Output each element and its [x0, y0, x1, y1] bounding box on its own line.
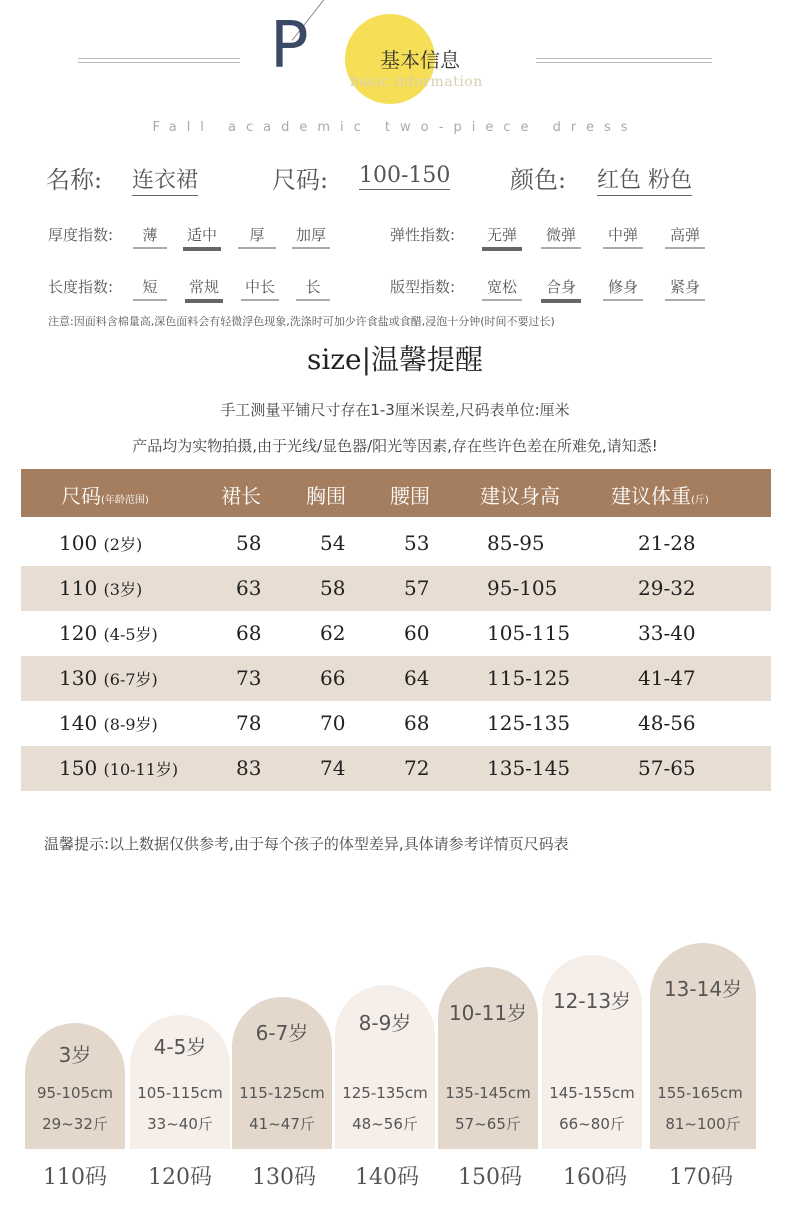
length-option-mid: 中长 — [241, 276, 279, 301]
name-value: 连衣裙 — [132, 163, 198, 196]
td-length: 68 — [236, 621, 262, 645]
table-header — [21, 469, 771, 517]
td-weight: 21-28 — [638, 531, 696, 555]
size-code: 130码 — [252, 1165, 316, 1190]
fit-option-fit: 合身 — [541, 276, 581, 303]
td-weight: 33-40 — [638, 621, 696, 645]
size-arch — [130, 1015, 230, 1149]
fit-option-slim: 修身 — [603, 276, 643, 301]
td-height: 115-125 — [487, 666, 571, 690]
arch-weight: 81~100斤 — [665, 1115, 741, 1133]
td-size: 100 (2岁) — [59, 531, 143, 555]
td-size: 150 (10-11岁) — [59, 756, 179, 780]
td-weight: 29-32 — [638, 576, 696, 600]
size-label: 尺码: — [272, 166, 329, 194]
size-code: 110码 — [43, 1165, 107, 1190]
td-height: 105-115 — [487, 621, 571, 645]
arch-height: 95-105cm — [37, 1084, 113, 1102]
thickness-option-thick: 厚 — [238, 224, 276, 249]
elasticity-label: 弹性指数: — [390, 226, 456, 244]
td-chest: 62 — [320, 621, 346, 645]
td-size: 140 (8-9岁) — [59, 711, 158, 735]
td-weight: 48-56 — [638, 711, 696, 735]
arch-age: 3岁 — [58, 1043, 92, 1067]
td-chest: 58 — [320, 576, 346, 600]
td-chest: 66 — [320, 666, 346, 690]
th-weight: 建议体重(斤) — [611, 484, 709, 508]
table-row — [21, 746, 771, 791]
th-waist: 腰围 — [390, 484, 430, 508]
photo-note: 产品均为实物拍摄,由于光线/显色器/阳光等因素,存在些许色差在所难免,请知悉! — [132, 437, 658, 455]
td-length: 78 — [236, 711, 262, 735]
length-label: 长度指数: — [48, 278, 114, 296]
arch-weight: 48~56斤 — [352, 1115, 418, 1133]
tip-text: 温馨提示:以上数据仅供参考,由于每个孩子的体型差异,具体请参考详情页尺码表 — [44, 835, 569, 853]
size-code: 120码 — [148, 1165, 212, 1190]
td-waist: 64 — [404, 666, 430, 690]
arch-height: 115-125cm — [239, 1084, 325, 1102]
arch-weight: 57~65斤 — [455, 1115, 521, 1133]
td-waist: 68 — [404, 711, 430, 735]
td-length: 58 — [236, 531, 262, 555]
arch-age: 10-11岁 — [448, 1001, 528, 1025]
td-height: 135-145 — [487, 756, 571, 780]
th-chest: 胸围 — [306, 484, 346, 508]
color-value: 红色 粉色 — [597, 163, 692, 196]
arch-age: 6-7岁 — [255, 1021, 309, 1045]
size-code: 140码 — [355, 1165, 419, 1190]
header-title: 基本信息 — [380, 48, 460, 72]
table-row — [21, 611, 771, 656]
td-length: 83 — [236, 756, 262, 780]
table-row — [21, 566, 771, 611]
td-chest: 70 — [320, 711, 346, 735]
td-waist: 57 — [404, 576, 430, 600]
arch-age: 12-13岁 — [552, 989, 632, 1013]
td-length: 63 — [236, 576, 262, 600]
arch-age: 4-5岁 — [153, 1035, 207, 1059]
arch-height: 155-165cm — [657, 1084, 743, 1102]
th-length: 裙长 — [221, 484, 261, 508]
size-code: 160码 — [563, 1165, 627, 1190]
size-arch — [542, 955, 642, 1149]
size-arch — [650, 943, 756, 1149]
td-height: 85-95 — [487, 531, 545, 555]
size-arch — [25, 1023, 125, 1149]
elasticity-option-high: 高弹 — [665, 224, 705, 249]
td-waist: 60 — [404, 621, 430, 645]
td-height: 125-135 — [487, 711, 571, 735]
thickness-label: 厚度指数: — [48, 226, 114, 244]
arch-weight: 29~32斤 — [42, 1115, 108, 1133]
fit-label: 版型指数: — [390, 278, 456, 296]
arch-height: 135-145cm — [445, 1084, 531, 1102]
elasticity-option-slight: 微弹 — [541, 224, 581, 249]
size-arch — [438, 967, 538, 1149]
td-size: 120 (4-5岁) — [59, 621, 158, 645]
thickness-option-medium: 适中 — [183, 224, 221, 251]
color-label: 颜色: — [510, 166, 567, 194]
header-letter: P — [270, 9, 309, 83]
table-row — [21, 701, 771, 746]
arch-weight: 41~47斤 — [249, 1115, 315, 1133]
subtitle: Fall academic two-piece dress — [152, 120, 638, 135]
header-line-right — [536, 58, 712, 63]
td-weight: 57-65 — [638, 756, 696, 780]
elasticity-option-none: 无弹 — [482, 224, 522, 251]
td-size: 130 (6-7岁) — [59, 666, 158, 690]
fit-option-loose: 宽松 — [482, 276, 522, 301]
arch-age: 8-9岁 — [358, 1011, 412, 1035]
table-row — [21, 656, 771, 701]
size-arch — [335, 985, 435, 1149]
length-option-long: 长 — [296, 276, 330, 301]
td-size: 110 (3岁) — [59, 576, 143, 600]
length-option-regular: 常规 — [185, 276, 223, 303]
size-code: 170码 — [669, 1165, 733, 1190]
arch-weight: 33~40斤 — [147, 1115, 213, 1133]
thickness-option-thin: 薄 — [133, 224, 167, 249]
td-waist: 72 — [404, 756, 430, 780]
arch-height: 105-115cm — [137, 1084, 223, 1102]
size-arch — [232, 997, 332, 1149]
thickness-option-extra-thick: 加厚 — [292, 224, 330, 249]
th-height: 建议身高 — [480, 484, 560, 508]
arch-height: 125-135cm — [342, 1084, 428, 1102]
arch-height: 145-155cm — [549, 1084, 635, 1102]
th-size: 尺码(年龄范围) — [61, 484, 149, 508]
td-chest: 54 — [320, 531, 346, 555]
name-label: 名称: — [46, 166, 103, 194]
td-weight: 41-47 — [638, 666, 696, 690]
header-title-en: basic information — [350, 74, 483, 90]
measure-note: 手工测量平铺尺寸存在1-3厘米误差,尺码表单位:厘米 — [220, 401, 570, 419]
fit-option-tight: 紧身 — [665, 276, 705, 301]
elasticity-option-medium: 中弹 — [603, 224, 643, 249]
arch-age: 13-14岁 — [663, 977, 743, 1001]
td-length: 73 — [236, 666, 262, 690]
care-note: 注意:因面料含棉量高,深色面料会有轻微浮色现象,洗涤时可加少许食盐或食醋,浸泡十分钟(时间不要过长) — [48, 315, 555, 328]
size-value: 100-150 — [359, 163, 451, 188]
arch-weight: 66~80斤 — [559, 1115, 625, 1133]
table-row — [21, 521, 771, 566]
size-title: size|温馨提醒 — [306, 343, 484, 376]
td-height: 95-105 — [487, 576, 558, 600]
size-code: 150码 — [458, 1165, 522, 1190]
td-waist: 53 — [404, 531, 430, 555]
td-chest: 74 — [320, 756, 346, 780]
length-option-short: 短 — [133, 276, 167, 301]
header-line-left — [78, 58, 240, 63]
